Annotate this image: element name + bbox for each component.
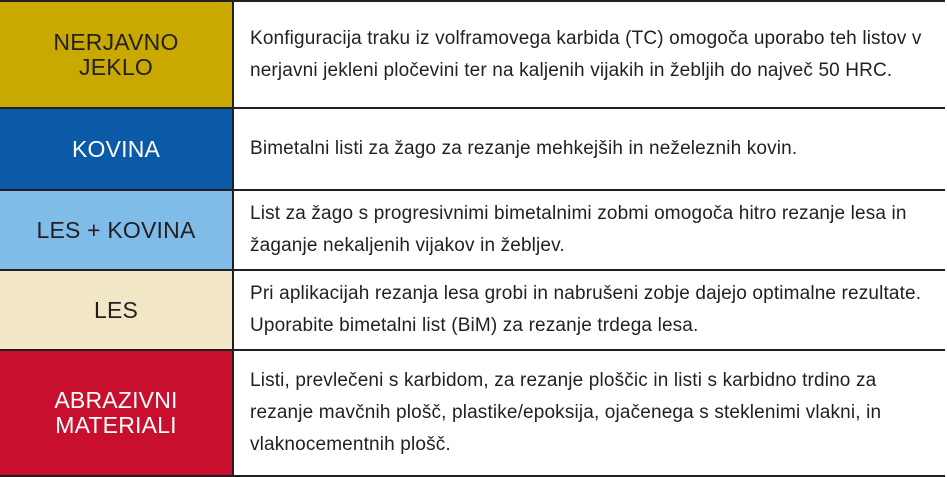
- category-description: List za žago s progresivnimi bimetalnimi zobmi omogoča hitro rezanje lesa in žaganje nekaljenih vijakov in žebljev.: [232, 191, 945, 269]
- category-label-wood-metal: LES + KOVINA: [0, 191, 232, 269]
- category-label-metal: KOVINA: [0, 109, 232, 189]
- category-label-abrasive: ABRAZIVNI MATERIALI: [0, 351, 232, 475]
- category-label-wood: LES: [0, 271, 232, 349]
- category-description: Pri aplikacijah rezanja lesa grobi in nabrušeni zobje dajejo optimalne rezultate. Uporabite bimetalni list (BiM) za rezanje trdega lesa.: [232, 271, 945, 349]
- table-row: [0, 351, 945, 475]
- table-row: [0, 191, 945, 271]
- table-row: [0, 109, 945, 191]
- table-row: [0, 2, 945, 109]
- table-row: [0, 271, 945, 351]
- category-description: Listi, prevlečeni s karbidom, za rezanje ploščic in listi s karbidno trdino za rezanje mavčnih plošč, plastike/epoksija, ojačenega s steklenimi vlakni, in vlaknocementnih plošč.: [232, 351, 945, 475]
- category-description: Bimetalni listi za žago za rezanje mehkejših in neželeznih kovin.: [232, 109, 945, 189]
- category-description: Konfiguracija traku iz volframovega karbida (TC) omogoča uporabo teh listov v nerjavni jekleni pločevini ter na kaljenih vijakih in žebljih do največ 50 HRC.: [232, 2, 945, 107]
- category-label-stainless-steel: NERJAVNO JEKLO: [0, 2, 232, 107]
